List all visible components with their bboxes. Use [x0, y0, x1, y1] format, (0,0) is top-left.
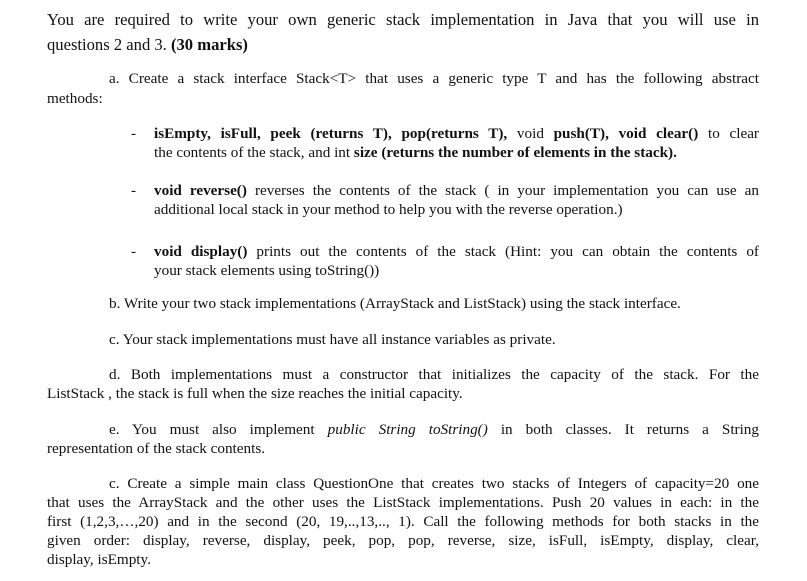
part-e-prefix: e. You must also implement: [109, 421, 328, 438]
part-d-line-2: ListStack , the stack is full when the size reaches the initial capacity.: [47, 385, 463, 402]
part-a-line-1: a. Create a stack interface Stack<T> that uses a generic type T and has the following abstract: [109, 70, 759, 87]
part-e-line-1: [109, 420, 759, 439]
bullet-dash-1: -: [131, 125, 137, 142]
method-list: isEmpty, isFull, peek (returns T), pop(returns T),: [154, 125, 508, 142]
part-d-line-1: d. Both implementations must a constructor that initializes the capacity of the stack. For the: [109, 366, 759, 383]
void-keyword: void: [507, 125, 554, 142]
bullet-1-line-2: [154, 143, 677, 162]
bullet-3-line-2: your stack elements using toString()): [154, 262, 380, 279]
part-b-text: b. Write your two stack implementations (ArrayStack and ListStack) using the stack interface.: [109, 295, 681, 312]
reverse-method: void reverse(): [154, 182, 247, 199]
bullet-3-line-1: [154, 242, 759, 261]
push-clear-methods: push(T), void clear(): [553, 125, 699, 142]
intro-text: questions 2 and 3.: [47, 35, 171, 54]
main-line-2: that uses the ArrayStack and the other uses the ListStack implementations. Push 20 values in each: in the: [47, 494, 759, 511]
part-e-line-2: representation of the stack contents.: [47, 440, 266, 457]
tostring-signature: public String toString(): [327, 421, 488, 438]
part-a-line-2: methods:: [47, 90, 103, 107]
part-c-text: c. Your stack implementations must have all instance variables as private.: [109, 331, 556, 348]
bullet-1-line-1: [154, 124, 759, 143]
main-line-4: given order: display, reverse, display, peek, pop, pop, reverse, size, isFull, isEmpty, display, clear,: [47, 532, 759, 549]
size-method: size (returns the number of elements in the stack).: [353, 144, 677, 161]
clear-description: to clear: [698, 125, 759, 142]
main-line-3: first (1,2,3,…,20) and in the second (20, 19,..,13,.., 1). Call the following methods for both stacks in the: [47, 513, 759, 530]
main-line-5: display, isEmpty.: [47, 551, 151, 568]
display-method: void display(): [154, 243, 248, 260]
bullet-2-line-2: additional local stack in your method to help you with the reverse operation.): [154, 201, 623, 218]
intro-line-1: You are required to write your own generic stack implementation in Java that you will use in: [47, 10, 759, 29]
main-line-1: c. Create a simple main class QuestionOne that creates two stacks of Integers of capacity=20 one: [109, 475, 759, 492]
marks-label: (30 marks): [170, 35, 248, 54]
bullet-dash-2: -: [131, 182, 137, 199]
part-e-suffix: in both classes. It returns a String: [487, 421, 759, 438]
display-description: prints out the contents of the stack (Hint: you can obtain the contents of: [247, 243, 759, 260]
bullet-2-line-1: [154, 181, 759, 200]
reverse-description: reverses the contents of the stack ( in your implementation you can use an: [246, 182, 759, 199]
intro-line-2: [47, 35, 248, 54]
size-prefix: the contents of the stack, and int: [154, 144, 354, 161]
bullet-dash-3: -: [131, 243, 137, 260]
